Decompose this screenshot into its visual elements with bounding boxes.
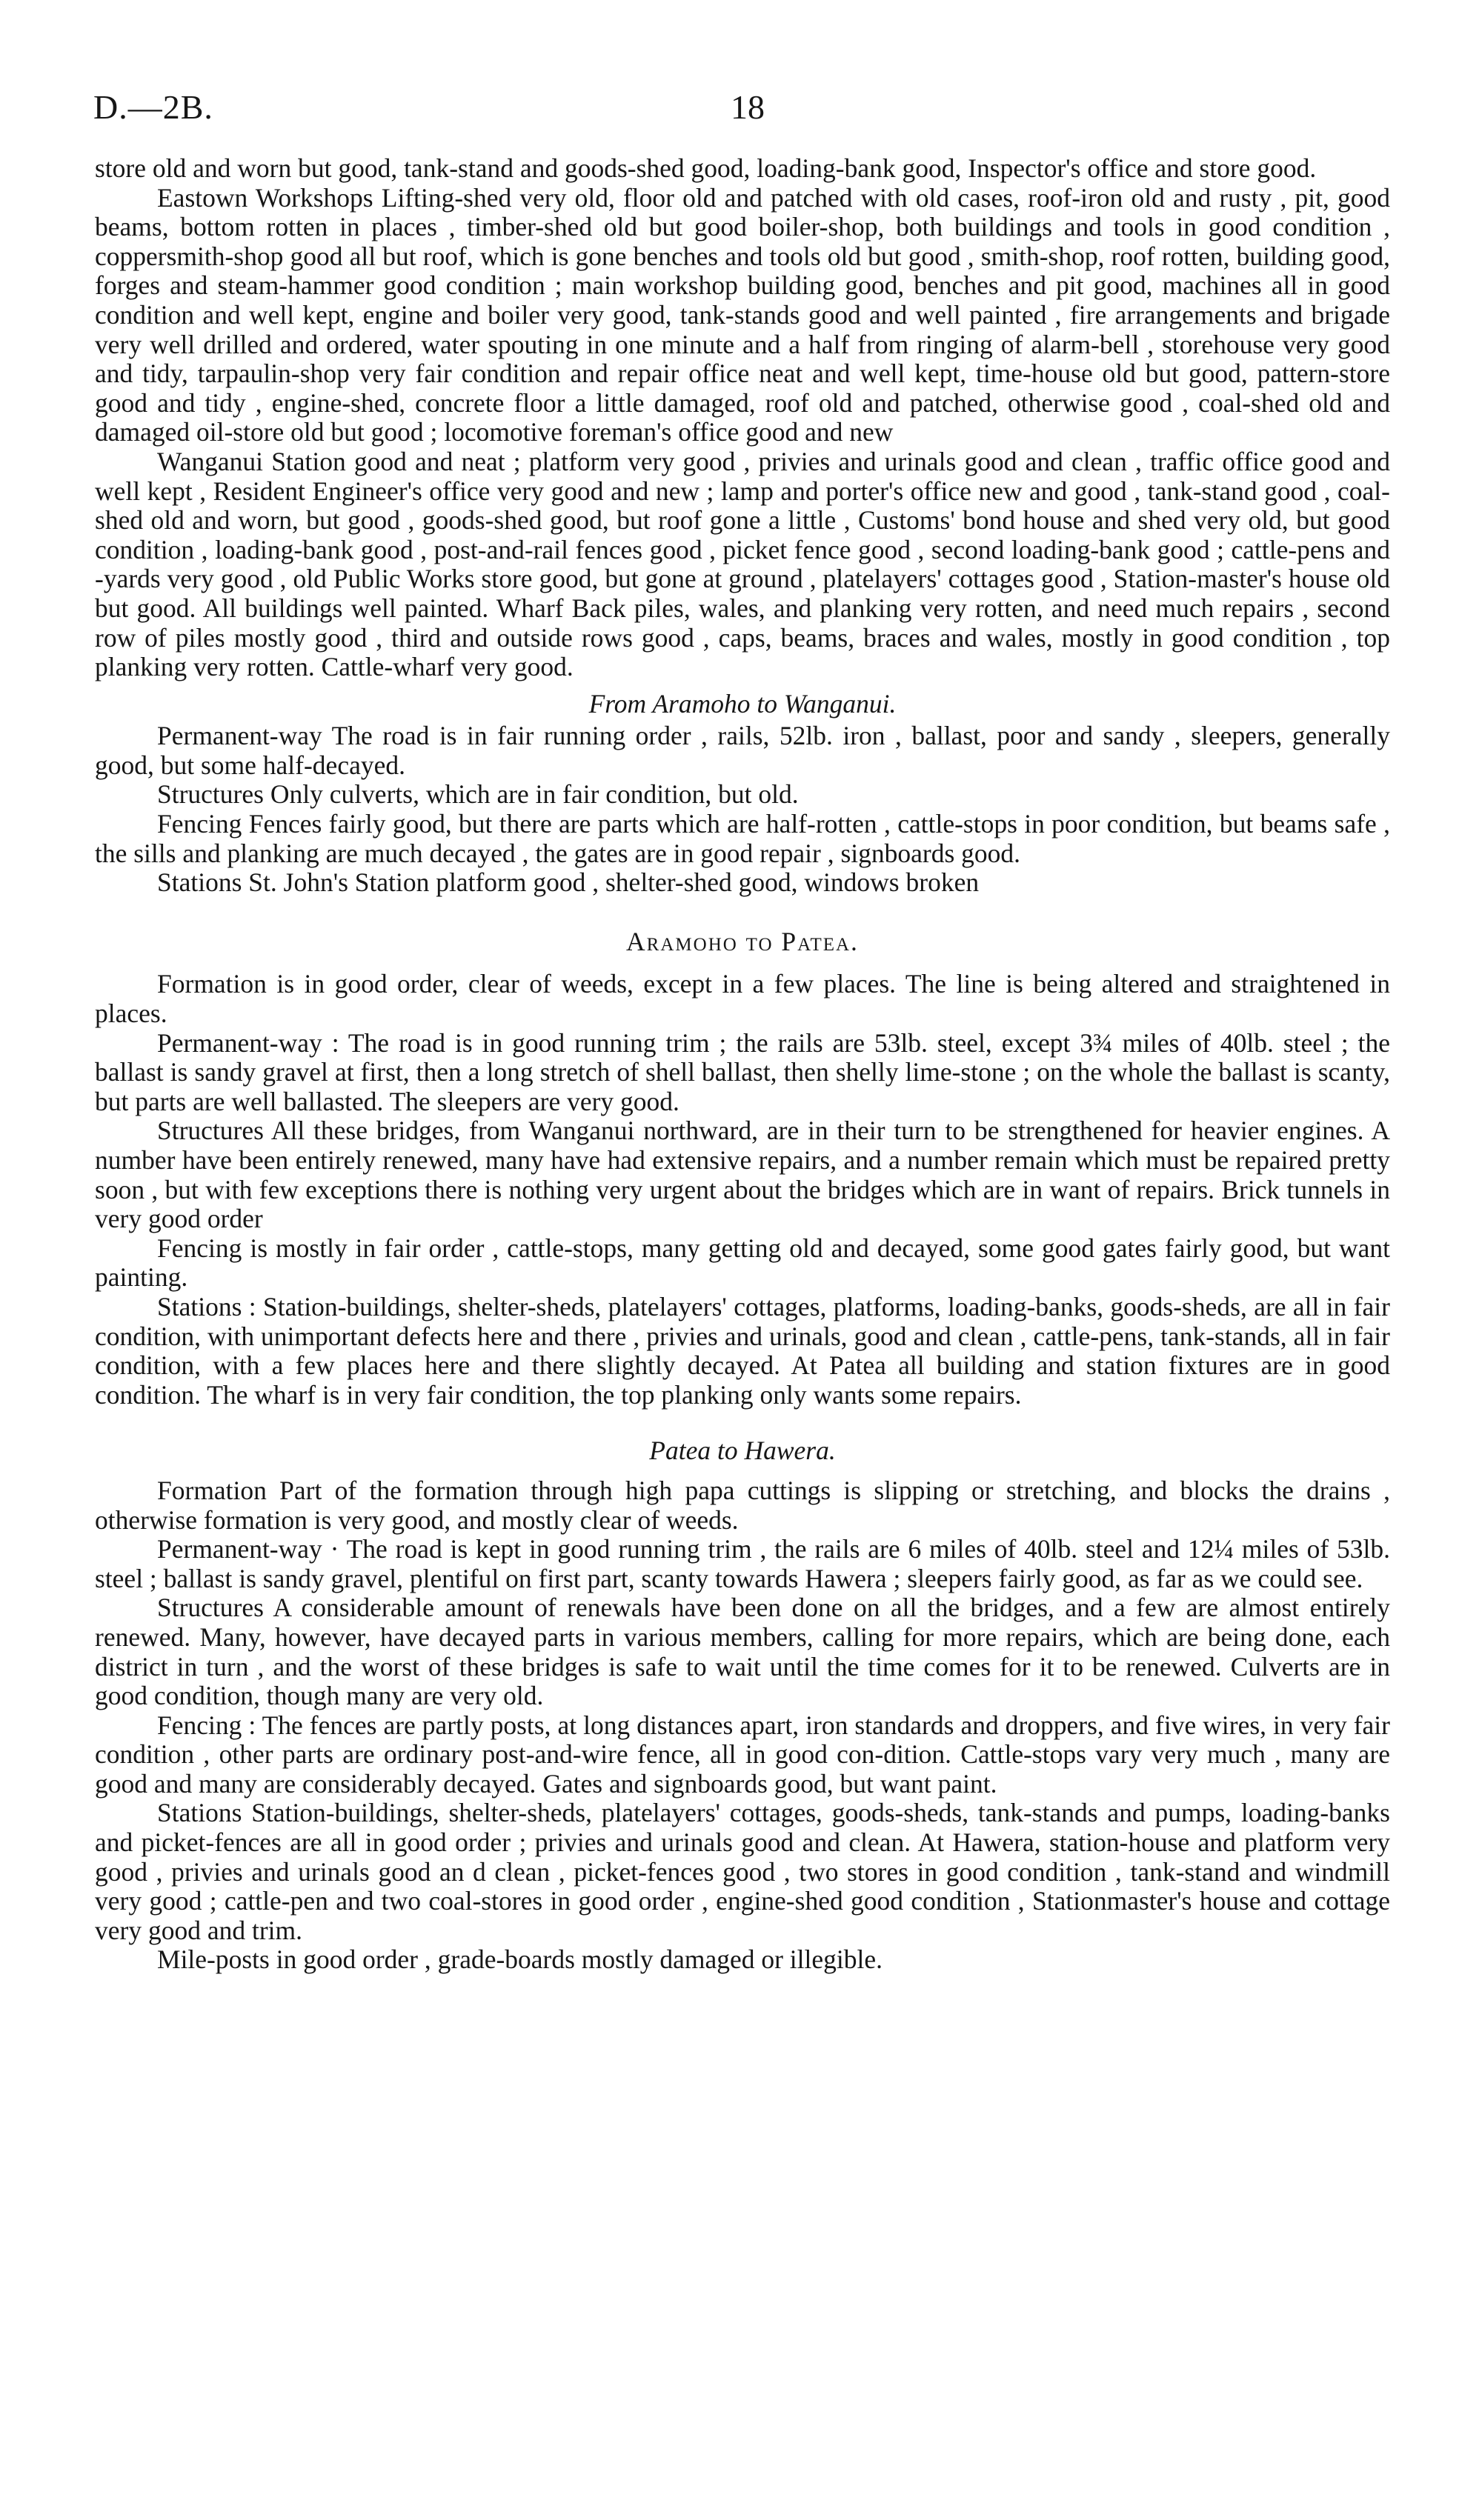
page-number: 18 — [731, 88, 765, 126]
page-header — [93, 87, 1386, 132]
paragraph: Fencing Fences fairly good, but there are parts which are half-rotten , cattle-stops in poor condition, but beams safe , the sills and planking are much decayed , the gates are in good repair , signboards good. — [95, 809, 1390, 868]
paragraph: Stations St. John's Station platform good , shelter-shed good, windows broken — [157, 867, 980, 898]
paragraph: Structures All these bridges, from Wanganui northward, are in their turn to be strengthened for heavier engines. A number have been entirely renewed, many have had extensive repairs, and a number remain which must be repaired pretty soon , but with few exceptions there is nothing very urgent about the bridges which are in want of repairs. Brick tunnels in very good order — [95, 1116, 1390, 1234]
paragraph: Fencing is mostly in fair order , cattle-stops, many getting old and decayed, some good gates fairly good, but want painting. — [95, 1233, 1390, 1293]
paragraph: Structures Only culverts, which are in fair condition, but old. — [157, 779, 799, 810]
paragraph: Wanganui Station good and neat ; platform very good , privies and urinals good and clean , traffic office good and well kept , Resident Engineer's office very good and new ; lamp and porter's office new and good , tank-stand good , coal-shed old and worn, but good , goods-shed good, but roof gone a little , Customs' bond house and shed very old, but good condition , loading-bank good , post-and-rail fences good , picket fence good , second loading-bank good ; cattle-pens and -yards very good , old Public Works store good, but gone at ground , platelayers' cottages good , Station-master's house old but good. All buildings well painted. Wharf Back piles, wales, and planking very rotten, and need much repairs , second row of piles mostly good , third and outside rows good , caps, beams, braces and wales, mostly in good condition , top planking very rotten. Cattle-wharf very good. — [95, 446, 1390, 682]
paragraph: Fencing : The fences are partly posts, at long distances apart, iron standards and droppers, and five wires, in very fair condition , other parts are ordinary post-and-wire fence, all in good con-dition. Cattle-stops vary very much , many are good and many are considerably decayed. Gates and signboards good, but want paint. — [95, 1710, 1390, 1799]
paragraph: Eastown Workshops Lifting-shed very old, floor old and patched with old cases, roof-iron old and rusty , pit, good beams, bottom rotten in places , timber-shed old but good boiler-shop, both buildings and tools in good condition , coppersmith-shop good all but roof, which is gone benches and tools old but good , smith-shop, roof rotten, building good, forges and steam-hammer good condition ; main workshop building good, benches and pit good, machines all in good condition and well kept, engine and boiler very good, tank-stands good and well painted , fire arrangements and brigade very well drilled and ordered, water spouting in one minute and a half from ringing of alarm-bell , storehouse very good and tidy, tarpaulin-shop very fair condition and repair office neat and well kept, time-house old but good, pattern-store good and tidy , engine-shed, concrete floor a little damaged, roof old and patched, otherwise good , coal-shed old and damaged oil-store old but good ; locomotive foreman's office good and new — [95, 182, 1390, 447]
section-heading: From Aramoho to Wanganui. — [588, 688, 897, 719]
section-heading: Patea to Hawera. — [649, 1436, 836, 1466]
section-heading: Aramoho to Patea. — [626, 926, 859, 956]
paragraph: Formation is in good order, clear of weeds, except in a few places. The line is being altered and straightened in places. — [95, 969, 1390, 1029]
paragraph: Structures A considerable amount of renewals have been done on all the bridges, and a few are almost entirely renewed. Many, however, have decayed parts in various members, calling for more repairs, which are being done, each district in turn , and the worst of these bridges is safe to wait until the time comes for it to be renewed. Culverts are in good condition, though many are very old. — [95, 1593, 1390, 1711]
paragraph: Permanent-way The road is in fair running order , rails, 52lb. iron , ballast, poor and sandy , sleepers, generally good, but some half-decayed. — [95, 721, 1390, 780]
paragraph: Mile-posts in good order , grade-boards mostly damaged or illegible. — [157, 1944, 883, 1975]
document-reference: D.—2B. — [93, 88, 213, 126]
paragraph: Stations : Station-buildings, shelter-sheds, platelayers' cottages, platforms, loading-banks, goods-sheds, are all in fair condition, with unimportant defects here and there , privies and urinals, good and clean , cattle-pens, tank-stands, all in fair condition, with a few places here and there slightly decayed. At Patea all building and station fixtures are in good condition. The wharf is in very fair condition, the top planking only wants some repairs. — [95, 1291, 1390, 1410]
paragraph: Permanent-way · The road is kept in good running trim , the rails are 6 miles of 40lb. steel and 12¼ miles of 53lb. steel ; ballast is sandy gravel, plentiful on first part, scanty towards Hawera ; sleepers fairly good, as far as we could see. — [95, 1534, 1390, 1593]
paragraph: store old and worn but good, tank-stand and goods-shed good, loading-bank good, Inspector's office and store good. — [95, 153, 1317, 183]
paragraph: Formation Part of the formation through high papa cuttings is slipping or stretching, and blocks the drains , otherwise formation is very good, and mostly clear of weeds. — [95, 1475, 1390, 1535]
body-text — [95, 154, 1390, 1975]
paragraph: Permanent-way : The road is in good running trim ; the rails are 53lb. steel, except 3¾ miles of 40lb. steel ; the ballast is sandy gravel at first, then a long stretch of shell ballast, then shelly lime-stone ; on the whole the ballast is scanty, but parts are well ballasted. The sleepers are very good. — [95, 1027, 1390, 1116]
paragraph: Stations Station-buildings, shelter-sheds, platelayers' cottages, goods-sheds, tank-stands and pumps, loading-banks and picket-fences are all in good order ; privies and urinals good and clean. At Hawera, station-house and platform very good , privies and urinals good an d clean , picket-fences good , two stores in good condition , tank-stand and windmill very good ; cattle-pen and two coal-stores in good order , engine-shed good condition , Stationmaster's house and cottage very good and trim. — [95, 1798, 1390, 1945]
